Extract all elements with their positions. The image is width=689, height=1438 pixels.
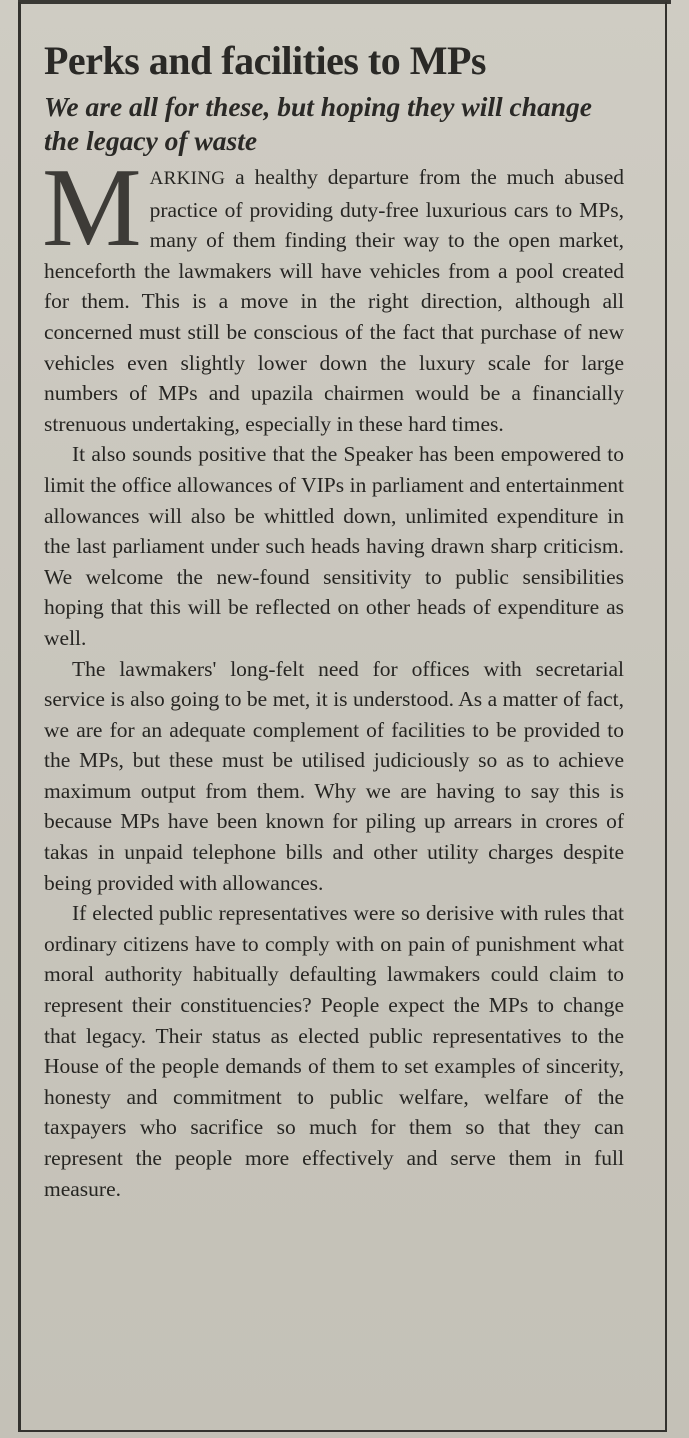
subheadline: We are all for these, but hoping they will change the legacy of waste	[44, 91, 592, 156]
paragraph-1	[42, 146, 624, 439]
article-body	[42, 146, 624, 1204]
editorial-article	[44, 34, 624, 1204]
paragraph-2: It also sounds positive that the Speaker has been empowered to limit the office allowances of VIPs in parliament and entertainment allowances will also be whittled down, unlimited expenditure in the last parliament under such heads having drawn sharp criticism. We welcome the new-found sensitivity to public sensibilities hoping that this will be reflected on other heads of expenditure as well.	[44, 442, 624, 650]
paragraph-3: The lawmakers' long-felt need for offices with secretarial service is also going to be met, it is understood. As a matter of fact, we are for an adequate complement of facilities to be provided to the MPs, but these must be utilised judiciously so as to achieve maximum output from them. Why we are having to say this is because MPs have been known for piling up arrears in crores of takas in unpaid telephone bills and other utility charges despite being provided with allowances.	[44, 656, 624, 895]
paragraph-4: If elected public representatives were so derisive with rules that ordinary citizens have to comply with on pain of punishment what moral authority habitually defaulting lawmakers could claim to represent their constituencies? People expect the MPs to change that legacy. Their status as elected public representatives to the House of the people demands of them to set examples of sincerity, honesty and commitment to public welfare, welfare of the taxpayers who sacrifice so much for them so that they can represent the people more effectively and serve them in full measure.	[44, 901, 624, 1201]
lead-word-caps: ARKING	[149, 168, 226, 189]
headline: Perks and facilities to MPs	[44, 38, 486, 83]
drop-cap: M	[42, 146, 142, 270]
paragraph-1-text: a healthy departure from the much abused practice of providing duty-free luxurious cars to MPs, many of them finding their way to the open market, henceforth the lawmakers will have vehicles from a pool created for them. This is a move in the right direction, although all concerned must still be conscious of the fact that purchase of new vehicles even slightly lower down the luxury scale for large numbers of MPs and upazila chairmen would be a financially strenuous undertaking, especially in these hard times.	[44, 165, 624, 436]
